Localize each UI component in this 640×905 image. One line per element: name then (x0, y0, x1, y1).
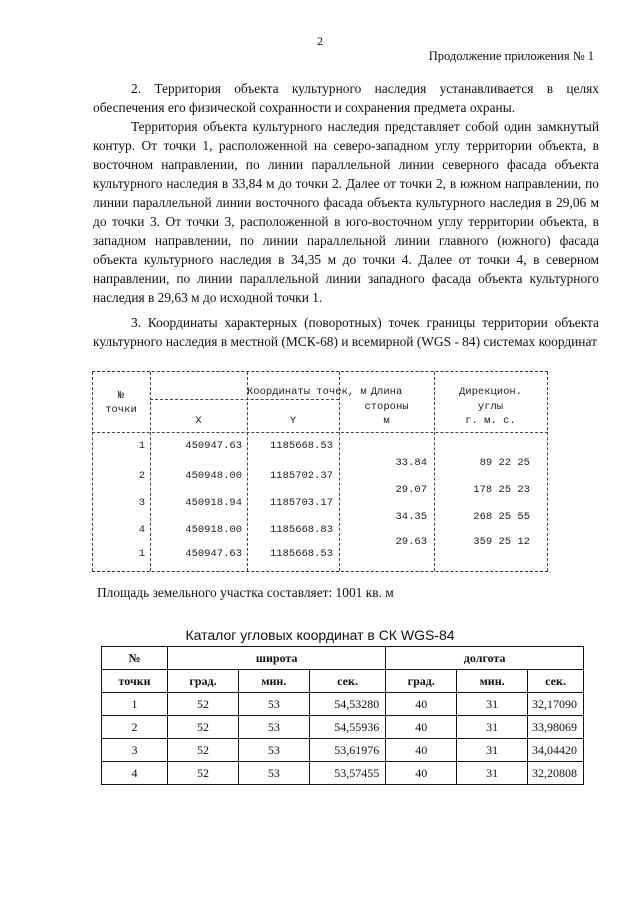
cell-lon-deg: 40 (386, 693, 457, 716)
cell-lon-deg: 40 (386, 762, 457, 785)
cell-point: 3 (102, 739, 168, 762)
table-row (102, 762, 584, 785)
segment-length: 29.63 (395, 536, 427, 548)
segment-angle: 89 22 25 (479, 457, 530, 469)
point-x: 450947.63 (185, 548, 242, 560)
cell-lon-min: 31 (457, 716, 528, 739)
header-length-line2: стороны (364, 401, 409, 413)
header-lon-deg: град. (386, 670, 457, 693)
header-point: точки (102, 670, 168, 693)
cell-lon-sec: 32,20808 (528, 762, 584, 785)
segment-length: 29.07 (395, 484, 427, 496)
segment-angle: 178 25 23 (473, 484, 530, 496)
cell-lat-min: 53 (239, 762, 310, 785)
point-y: 1185668.83 (269, 524, 333, 536)
cell-lon-min: 31 (457, 693, 528, 716)
cell-point: 1 (102, 693, 168, 716)
cell-lat-min: 53 (239, 739, 310, 762)
header-direction-line2: углы (477, 401, 504, 413)
header-lat-deg: град. (168, 670, 239, 693)
header-length-unit: м (383, 415, 390, 427)
cell-lon-min: 31 (457, 762, 528, 785)
table-row (102, 716, 584, 739)
cell-lon-deg: 40 (386, 716, 457, 739)
point-x: 450948.00 (185, 470, 242, 482)
local-coordinates-table (92, 371, 548, 572)
table-row (102, 693, 584, 716)
point-number: 3 (138, 497, 145, 509)
header-direction-line1: Дирекцион. (458, 386, 522, 398)
segment-angle: 359 25 12 (473, 536, 530, 548)
segment-angle: 268 25 55 (473, 511, 530, 523)
point-number: 4 (138, 524, 145, 536)
header-lat-min: мин. (239, 670, 310, 693)
point-number: 1 (138, 548, 145, 560)
segment-length: 34.35 (395, 511, 427, 523)
table-row (102, 739, 584, 762)
cell-lon-deg: 40 (386, 739, 457, 762)
segment-length: 33.84 (395, 457, 427, 469)
table-header-row (102, 647, 584, 670)
page-number: 2 (317, 34, 323, 48)
header-latitude: широта (168, 647, 386, 670)
cell-lat-deg: 52 (168, 693, 239, 716)
header-num-symbol: № (117, 390, 125, 402)
header-x: X (195, 415, 202, 427)
header-num: № (102, 647, 168, 670)
header-direction-units: г. м. с. (465, 415, 516, 427)
header-y: Y (289, 415, 297, 427)
header-length-line1: Длина (370, 386, 403, 398)
cell-lat-deg: 52 (168, 739, 239, 762)
point-number: 1 (138, 440, 145, 452)
continuation-label: Продолжение приложения № 1 (428, 49, 594, 63)
cell-point: 4 (102, 762, 168, 785)
cell-lon-min: 31 (457, 739, 528, 762)
header-lat-sec: сек. (309, 670, 386, 693)
table-subheader-row (102, 670, 584, 693)
cell-lat-sec: 53,61976 (309, 739, 386, 762)
point-y: 1185702.37 (269, 470, 333, 482)
cell-lon-sec: 33,98069 (528, 716, 584, 739)
point-number: 2 (138, 470, 145, 482)
cell-lat-min: 53 (239, 716, 310, 739)
wgs-table-title: Каталог угловых координат в СК WGS-84 (185, 627, 455, 643)
wgs84-coordinates-table (101, 646, 584, 785)
point-y: 1185668.53 (269, 548, 333, 560)
land-area-text: Площадь земельного участка составляет: 1001 кв. м (97, 585, 394, 600)
header-longitude: долгота (386, 647, 584, 670)
paragraph-territory-purpose: 2. Территория объекта культурного наследия устанавливается в целях обеспечения его физической сохранности и сохранения предмета охраны. (93, 81, 599, 115)
point-x: 450918.00 (185, 524, 242, 536)
cell-lat-deg: 52 (168, 762, 239, 785)
cell-lon-sec: 34,04420 (528, 739, 584, 762)
cell-lat-deg: 52 (168, 716, 239, 739)
header-coordinates: Координаты точек, м (247, 386, 367, 398)
paragraph-territory-description: Территория объекта культурного наследия представляет собой один замкнутый контур. От точки 1, расположенной на северо-западном углу территории объекта, в восточном направлении, по линии параллельной линии северного фасада объекта культурного наследия в 33,84 м до точки 2. Далее от точки 2, в южном направлении, по линии параллельной линии восточного фасада объекта культурного наследия в 29,06 м до точки 3. От точки 3, расположенной в юго-восточном углу территории объекта, в западном направлении, по линии параллельной линии главного (южного) фасада объекта культурного наследия в 34,35 м до точки 4. Далее от точки 4, в северном направлении, по линии параллельной линии западного фасада объекта культурного наследия в 29,63 м до исходной точки 1. (93, 119, 599, 305)
header-point-label: точки (105, 404, 137, 416)
point-y: 1185703.17 (269, 497, 333, 509)
header-lon-min: мин. (457, 670, 528, 693)
cell-point: 2 (102, 716, 168, 739)
cell-lat-min: 53 (239, 693, 310, 716)
cell-lat-sec: 53,57455 (309, 762, 386, 785)
point-x: 450947.63 (185, 440, 242, 452)
cell-lat-sec: 54,55936 (309, 716, 386, 739)
header-lon-sec: сек. (528, 670, 584, 693)
point-y: 1185668.53 (269, 440, 333, 452)
point-x: 450918.94 (185, 497, 242, 509)
cell-lon-sec: 32,17090 (528, 693, 584, 716)
cell-lat-sec: 54,53280 (309, 693, 386, 716)
paragraph-coordinates-intro: 3. Координаты характерных (поворотных) точек границы территории объекта культурного наследия в местной (МСК-68) и всемирной (WGS - 84) системах координат (93, 315, 599, 349)
